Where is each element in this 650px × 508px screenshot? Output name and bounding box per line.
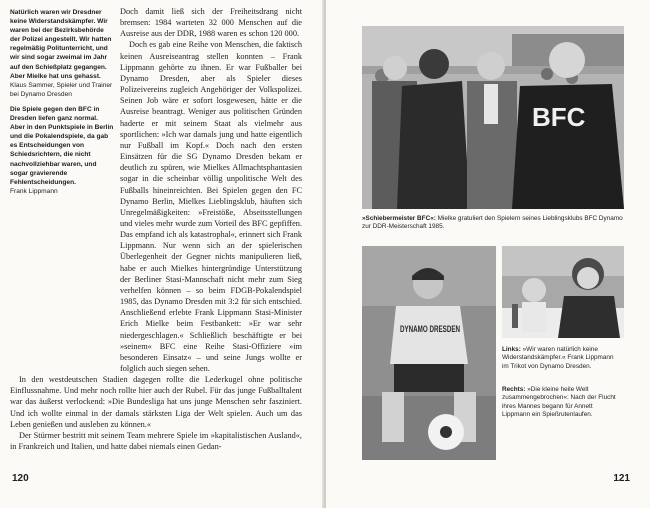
caption-rechts bbox=[502, 386, 620, 420]
left-page bbox=[0, 0, 324, 508]
body-text-left bbox=[10, 6, 302, 452]
caption-top-label: »Schiebermeister BFC«: bbox=[362, 215, 436, 222]
body-paragraph: Der Stürmer bestritt mit seinem Team mehrere Spiele im »kapitalistischen Ausland«, in Frankreich und Italien, und hatte dabei niemals einen Gedan- bbox=[10, 430, 302, 452]
photo-lippmann-dynamo bbox=[362, 246, 496, 460]
dynamo-jersey-lettering: DYNAMO DRESDEN bbox=[400, 324, 460, 334]
sidebar-quote-lippmann: Die Spiele gegen den BFC in Dresden liefen ganz normal. Aber in den Punktspiele in Berlin und die Pokalendspiele, da gab es Entscheidungen von Schiedsrichtern, die nicht nachvollziehbar waren, und sogar gravierende Fehlentscheidungen. bbox=[10, 105, 114, 186]
page-number-left: 120 bbox=[12, 473, 29, 484]
body-paragraph: In den westdeutschen Stadien dagegen rollte die Lederkugel ohne politische Einflussnahme. Und mehr noch rollte hier auch der Rubel. Für das junge Fußballtalent war das äußerst verlockend: »Die Bundesliga hat uns junge Menschen sehr fasziniert. Und ich wollte einmal in der damals stärksten Liga der Welt spielen. Auch um das Leben genießen und ausleben zu können.« bbox=[10, 375, 302, 429]
page-number-right: 121 bbox=[613, 473, 630, 484]
sidebar-credit-lippmann: Frank Lippmann bbox=[10, 187, 58, 195]
caption-top bbox=[362, 215, 624, 232]
caption-links-text: »Wir waren natürlich keine Widerstandskämpfer.« Frank Lippmann im Trikot von Dynamo Dresden. bbox=[502, 346, 614, 370]
photo-mielke-bfc bbox=[362, 26, 624, 209]
bfc-jersey-lettering: BFC bbox=[532, 102, 586, 132]
body-paragraph: Doch es gab eine Reihe von Menschen, die faktisch keinen Ausreiseantrag stellen konnten – Frank Lippmann gehörte zu ihnen. Er war Fußballer bei Dynamo Dresden, aber als Spieler dieses Polizeivereins zugleich Angehöriger der Volkspolizei. Seinen Job wäre er sofort losgewesen, hätte er die Ausreise beantragt. Weniger aus politischen Gründen haderte er mit seinem Staat als vielmehr aus sportlichen: »Ich war damals jung und hatte eigentlich nur Fußball im Kopf.« Doch nach den ersten Einsätzen für die SG Dynamo Dresden bekam er deutlich zu spüren, wie Mielkes Allmachtsphantasien sogar in die scheinbar völlig unpolitische Welt des Fußballs hineinreichten. Bei Spielen gegen den FC Dynamo Berlin, Mielkes Lieblingsklub, häuften sich Unregelmäßigkeiten: »Freistöße, Abseitsstellungen und vieles mehr wurde zum Vorteil des BFC gepfiffen. Das empfand ich als katastrophal«, erinnert sich Frank Lippmann. Nur wenn sich an der spielerischen Überlegenheit der Gegner nichts manipulieren ließ, habe er auch Mielkes hintergründige Unterstützung der Berliner Stasi-Mannschaft nicht mehr zum Sieg verhelfen können – so beim FDGB-Pokalendspiel 1985, das Dynamo Dresden mit 3:2 für sich entschied. Anschließend erlebte Frank Lippmann Stasi-Minister Erich Mielke beim Festbankett: »Er war sehr niedergeschlagen.« Schließlich beschäftigte er bei »seinem« BFC eine Reihe Stasi-Offiziere »im besonderen Einsatz« – und seine Jungs wollte er folglich auch siegen sehen. bbox=[120, 40, 302, 373]
body-paragraph: Doch damit ließ sich der Freiheitsdrang nicht bremsen: 1984 warteten 32 000 Menschen auf die Ausreise aus der DDR, 1988 waren es schon 120 000. bbox=[120, 7, 302, 39]
sidebar-credit-sammer: Klaus Sammer, Spieler und Trainer bei Dynamo Dresden bbox=[10, 81, 113, 98]
sidebar-quote-sammer: Natürlich waren wir Dresdner keine Widerstandskämpfer. Wir waren bei der Bezirksbehörde der Polizei angestellt. Wir hatten regelmäßig Politunterricht, und wir sind sogar zweimal im Jahr auf den Schießplatz gegangen. Aber Mielke hat uns gehasst. bbox=[10, 9, 112, 80]
caption-rechts-text: »Die kleine heile Welt zusammengebrochen«: Nach der Flucht ihres Mannes begann für Annett Lippmann ein Spießrutenlaufen. bbox=[502, 386, 616, 419]
caption-links-label: Links: bbox=[502, 346, 521, 353]
caption-top-text: Mielke gratuliert den Spielern seines Lieblingsklubs BFC Dynamo zur DDR-Meisterschaft 1985. bbox=[362, 215, 623, 231]
right-page bbox=[326, 0, 650, 508]
caption-rechts-label: Rechts: bbox=[502, 386, 526, 393]
photo-annett-lippmann bbox=[502, 246, 624, 338]
caption-links bbox=[502, 346, 620, 371]
